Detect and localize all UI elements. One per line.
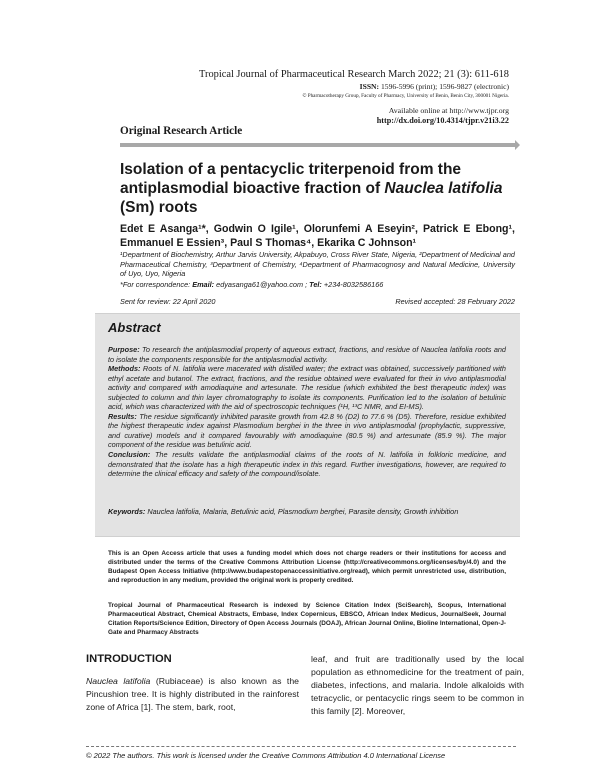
issn-value: 1596-5996 (print); 1596-9827 (electronic) [380,82,509,91]
copyright-line: © Pharmacotherapy Group, Faculty of Pharmacy, University of Benin, Benin City, 300001 Nigeria. [302,93,509,99]
sent-date: Sent for review: 22 April 2020 [120,297,216,306]
author-list: Edet E Asanga¹*, Godwin O Igile¹, Olorunfemi A Eseyin², Patrick E Ebong¹, Emmanuel E Essien³, Paul S Thomas⁴, Ekarika C Johnson¹ [120,223,515,249]
intro-species: Nauclea latifolia [86,676,151,686]
tel-number: +234-8032586166 [321,280,384,289]
purpose-text: To research the antiplasmodial property of aqueous extract, fractions, and residue of Nauclea latifolia roots and to isolate the components responsible for the antiplasmodial activity. [108,345,506,364]
revised-date: Revised accepted: 28 February 2022 [395,297,515,306]
affiliations: ¹Department of Biochemistry, Arthur Jarvis University, Akpabuyo, Cross River State, Nigeria, ²Department of Medicinal and Pharmaceutical Chemistry, ³Department of Chemistry, ⁴Department of Pharmacognosy and Natural Medicine, University of Uyo, Uyo, Nigeria [120,250,515,279]
article-type: Original Research Article [120,125,243,137]
keywords-text: Nauclea latifolia, Malaria, Betulinic acid, Plasmodium berghei, Parasite density, Growth inhibition [145,507,459,516]
abstract-body [108,345,506,479]
indexing-notice: Tropical Journal of Pharmaceutical Research is indexed by Science Citation Index (SciSearch), Scopus, International Pharmaceutical Abstract, Chemical Abstracts, Embase, Index Copernicus, EBSCO, African Index Medicus, JournalSeek, Journal Citation Reports/Science Edition, Directory of Open Access Journals (DOAJ), African Journal Online, Bioline International, Open-J-Gate and Pharmacy Abstracts [108,602,506,637]
license-footer: © 2022 The authors. This work is licensed under the Creative Commons Attribution 4.0 International License [86,751,446,760]
issn-line [360,82,509,91]
abstract-heading: Abstract [108,320,161,335]
availability-line[interactable]: Available online at http://www.tjpr.org [388,106,509,115]
issn-label: ISSN: [359,82,380,91]
conclusion-text: The results validate the antiplasmodial claims of the roots of N. latifolia in folkloric medicine, and demonstrated that the isolate has a high therapeutic index in this regard. Further investigations, however, are required to determine the clinical efficacy and safety of the compound/isolate. [108,450,506,479]
introduction-heading: INTRODUCTION [86,653,172,665]
journal-citation: Tropical Journal of Pharmaceutical Research March 2022; 21 (3): 611-618 [199,69,509,80]
paper-title [120,160,520,217]
abstract-methods [108,364,506,412]
email-label: Email: [192,280,215,289]
results-label: Results: [108,411,137,421]
keywords [108,507,506,517]
abstract-conclusion [108,450,506,479]
conclusion-label: Conclusion: [108,450,151,460]
abstract-results [108,412,506,450]
review-dates [120,297,515,306]
introduction-column-right: leaf, and fruit are traditionally used by the local population as ethnomedicine for the treatment of pain, diabetes, infections, and malaria. Indole alkaloids with tetracyclic, or pentacyclic rings seem to be common in this family [2]. Moreover, [311,654,524,717]
introduction-column-left [86,675,299,714]
intro-col1-text: (Rubiaceae) is also known as the Pincushion tree. It is highly distributed in the rainforest zone of Africa [1]. The stem, bark, root, [86,676,299,713]
footer-divider [86,746,516,747]
correspondence [120,280,515,289]
title-suffix: (Sm) roots [120,199,198,216]
open-access-notice: This is an Open Access article that uses a funding model which does not charge readers or their institutions for access and distributed under the terms of the Creative Commons Attribution License (http://creativecommons.org/licenses/by/4.0) and the Budapest Open Access Initiative (http://www.budapestopenaccessinitiative.org/read), which permit unrestricted use, distribution, and reproduction in any medium, provided the original work is properly credited. [108,550,506,585]
title-species: Nauclea latifolia [384,180,503,197]
article-type-arrow [120,140,520,152]
purpose-label: Purpose: [108,345,140,354]
methods-label: Methods: [108,364,141,374]
results-text: The residue significantly inhibited parasite growth from 42.8 % (D2) to 77.6 % (D5). Therefore, residue exhibited the highest therapeutic index against Plasmodium berghei in the three in vivo antiplasmodial (prophylactic, suppressive, and curative) models and it compared favourably with amodiaquine (80.5 %) and artesunate (85.9 %). The major component of the residue was betulinic acid. [108,411,506,450]
doi-link[interactable]: http://dx.doi.org/10.4314/tjpr.v21i3.22 [376,116,509,125]
abstract-purpose [108,345,506,364]
title-main: Isolation of a pentacyclic triterpenoid from the antiplasmodial bioactive fraction of [120,161,462,197]
methods-text: Roots of N. latifolia were macerated with distilled water; the extract was obtained, successively partitioned with ethyl acetate and butanol. The extract, fractions, and the residue obtained were evaluated for their in vivo antiplasmodial activity and compared with amodiaquine and artesunate. The residue (which exhibited the best therapeutic index) was subjected to column and thin layer chromatography to isolate its components. Purification led to the isolation of betulinic acid, which was characterized with the aid of spectroscopic techniques (¹H, ¹³C NMR, and EI-MS). [108,364,506,412]
email-address[interactable]: edyasanga61@yahoo.com ; [214,280,310,289]
tel-label: Tel: [309,280,322,289]
corr-prefix: *For correspondence: [120,280,193,289]
keywords-label: Keywords: [108,507,146,516]
